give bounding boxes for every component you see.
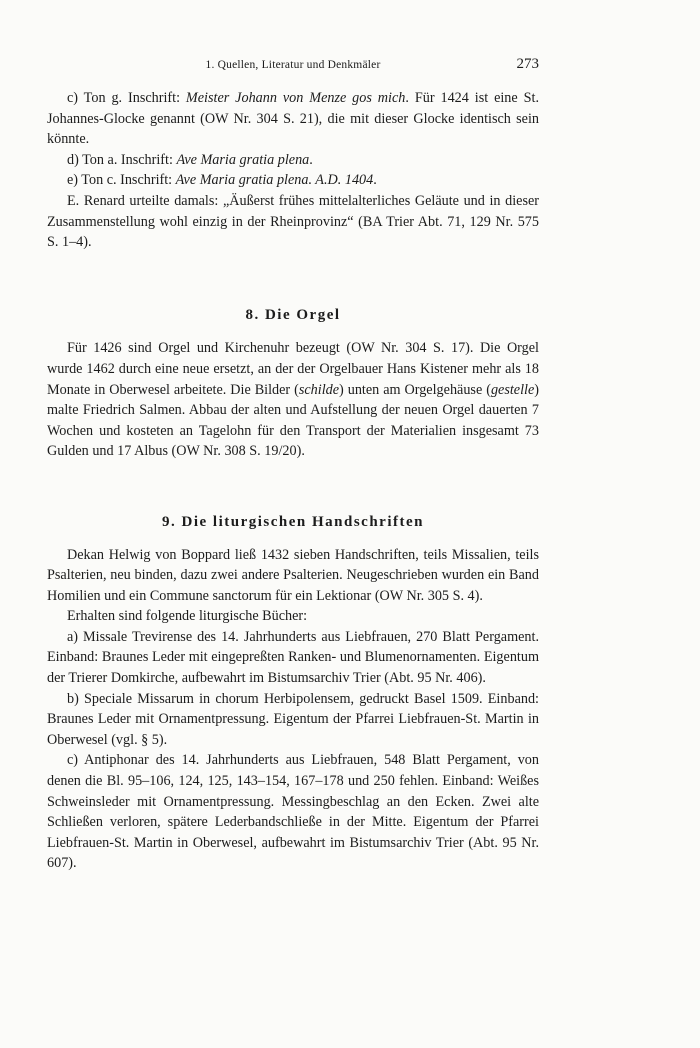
bell-c-paragraph <box>47 88 539 150</box>
bell-e-prefix: e) Ton c. Inschrift: <box>67 172 176 189</box>
section-8-heading: 8. Die Orgel <box>245 306 341 323</box>
bell-d-inscription: Ave Maria gratia plena <box>176 151 310 168</box>
organ-text-2: ) unten am Orgelgehäuse ( <box>339 381 491 398</box>
running-title: 1. Quellen, Literatur und Denkmäler <box>205 59 381 71</box>
bell-c-suffix: . Für 1424 ist eine St. Johannes-Glocke genannt (OW Nr. 304 S. 21), die mit dieser Glocke identisch sein könnte. <box>47 90 539 148</box>
bell-d-suffix: . <box>309 151 313 168</box>
manuscripts-intro: Dekan Helwig von Boppard ließ 1432 sieben Handschriften, teils Missalien, teils Psalterien, neu binden, dazu zwei andere Psalterien. Neugeschrieben wurden ein Band Homilien und ein Commune sanctorum für ein Lektionar (OW Nr. 305 S. 4). <box>47 546 539 604</box>
section-9-heading: 9. Die liturgischen Handschriften <box>162 513 424 530</box>
bell-e-suffix: . <box>373 172 377 189</box>
organ-text-3: ) malte Friedrich Salmen. Abbau der alten und Aufstellung der neuen Orgel dauerten 7 Wochen und kosteten an Tagelohn für den Transport der Materialien insgesamt 73 Gulden und 17 Albus (OW Nr. 308 S. 19/20). <box>47 381 540 460</box>
page-number: 273 <box>516 56 539 72</box>
manuscript-item-b: b) Speciale Missarum in chorum Herbipolensem, gedruckt Basel 1509. Einband: Braunes Leder mit Ornamentpressung. Eigentum der Pfarrei Liebfrauen-St. Martin in Oberwesel (vgl. § 5). <box>47 690 539 748</box>
organ-term-gestelle: gestelle <box>490 381 535 398</box>
manuscript-item-a: a) Missale Trevirense des 14. Jahrhunderts aus Liebfrauen, 270 Blatt Pergament. Einband: Braunes Leder mit eingepreßten Ranken- und Blumenornamenten. Eigentum der Trierer Domkirche, aufbewahrt im Bistumsarchiv Trier (Abt. 95 Nr. 406). <box>47 628 539 687</box>
bell-d-prefix: d) Ton a. Inschrift: <box>67 151 177 168</box>
bell-d-paragraph <box>47 150 539 171</box>
body-text <box>47 88 539 874</box>
organ-paragraph <box>47 338 539 462</box>
bell-e-inscription: Ave Maria gratia plena. A.D. 1404 <box>175 172 374 189</box>
organ-term-schilde: schilde <box>298 381 340 398</box>
running-header <box>47 56 539 76</box>
bell-c-prefix: c) Ton g. Inschrift: <box>67 90 186 106</box>
bell-c-inscription: Meister Johann von Menze gos mich <box>185 90 406 106</box>
manuscript-item-c: c) Antiphonar des 14. Jahrhunderts aus Liebfrauen, 548 Blatt Pergament, von denen die Bl. 95–106, 124, 125, 143–154, 167–178 und 250 fehlen. Einband: Weißes Schweinsleder mit Ornamentpressung. Messingbeschlag an den Ecken. Zwei alte Schließen verloren, spätere Lederbandschließe in der Mitte. Eigentum der Pfarrei Liebfrauen-St. Martin in Oberwesel, aufbewahrt im Bistumsarchiv Trier (Abt. 95 Nr. 607). <box>47 752 539 872</box>
manuscripts-lead: Erhalten sind folgende liturgische Bücher: <box>67 608 308 625</box>
renard-paragraph: E. Renard urteilte damals: „Äußerst frühes mittelalterliches Geläute und in dieser Zusammenstellung wohl einzig in der Rheinprovinz“ (BA Trier Abt. 71, 129 Nr. 575 S. 1–4). <box>47 192 539 251</box>
organ-text-1: Für 1426 sind Orgel und Kirchenuhr bezeugt (OW Nr. 304 S. 17). Die Orgel wurde 1462 durch eine neue ersetzt, an der der Orgelbauer Hans Kistener mehr als 18 Monate in Oberwesel arbeitete. Die Bilder ( <box>47 340 539 398</box>
bell-e-paragraph <box>47 170 539 191</box>
